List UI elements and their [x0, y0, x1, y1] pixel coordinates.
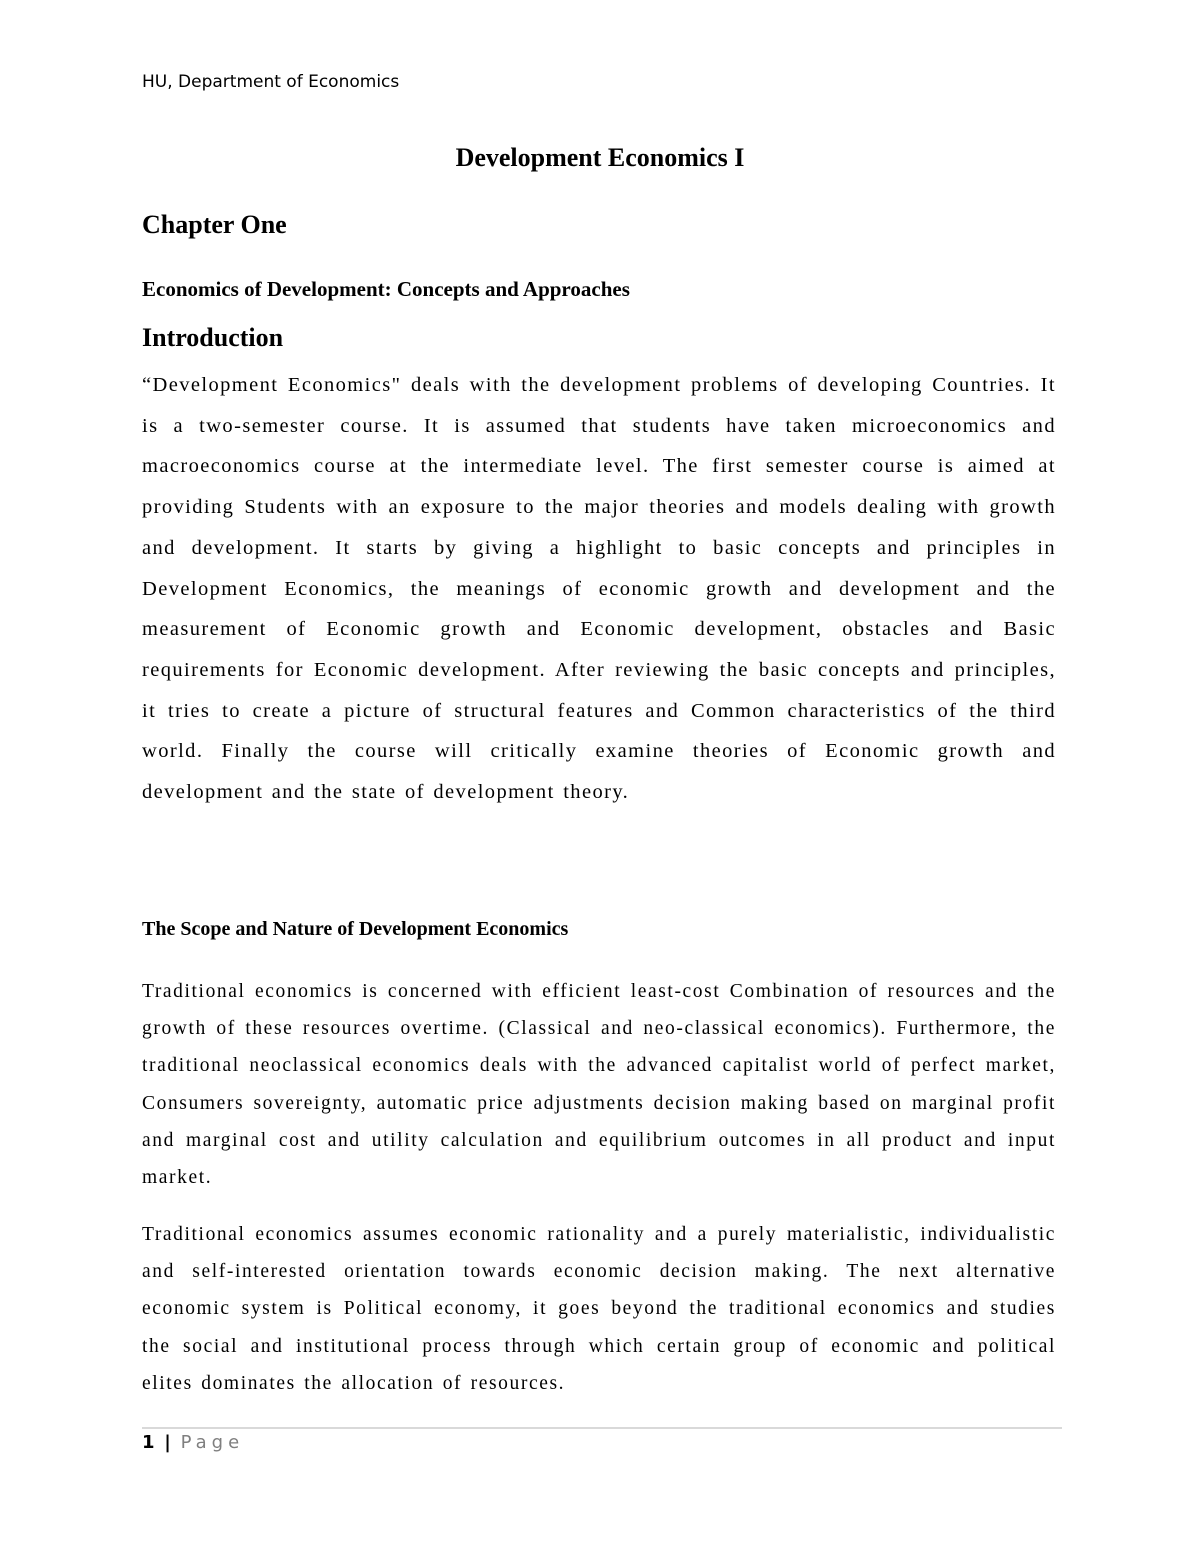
section-paragraph-1: Traditional economics is concerned with efficient least-cost Combination of resources and the growth of these resources overtime. (Classical and neo-classical economics). Furthermore, the traditional neoclassical economics deals with the advanced capitalist world of perfect market, Consumers sovereignty, automatic price adjustments decision making based on marginal profit and marginal cost and utility calculation and equilibrium outcomes in all product and input market.: [142, 981, 1056, 1189]
footer-separator: |: [164, 1432, 171, 1453]
chapter-title: Chapter One: [142, 210, 287, 239]
introduction-heading: Introduction: [142, 323, 284, 352]
document-title: Development Economics I: [455, 143, 745, 172]
running-header: HU, Department of Economics: [142, 72, 400, 92]
footer-divider: [142, 1427, 1062, 1429]
introduction-paragraph: “Development Economics" deals with the development problems of developing Countries. It is a two-semester course. It is assumed that students have taken microeconomics and macroeconomics course at the intermediate level. The first semester course is aimed at providing Students with an exposure to the major theories and models dealing with growth and development. It starts by giving a highlight to basic concepts and principles in Development Economics, the meanings of economic growth and development and the measurement of Economic growth and Economic development, obstacles and Basic requirements for Economic development. After reviewing the basic concepts and principles, it tries to create a picture of structural features and Common characteristics of the third world. Finally the course will critically examine theories of Economic growth and development and the state of development theory.: [142, 374, 1056, 804]
page-number: 1: [142, 1432, 155, 1453]
section-paragraph-2: Traditional economics assumes economic rationality and a purely materialistic, individualistic and self-interested orientation towards economic decision making. The next alternative economic system is Political economy, it goes beyond the traditional economics and studies the social and institutional process through which certain group of economic and political elites dominates the allocation of resources.: [142, 1224, 1056, 1394]
page-footer: [142, 1432, 244, 1453]
page-label: Page: [180, 1432, 245, 1453]
section-heading: The Scope and Nature of Development Economics: [142, 918, 569, 940]
chapter-subtitle: Economics of Development: Concepts and Approaches: [142, 277, 630, 301]
